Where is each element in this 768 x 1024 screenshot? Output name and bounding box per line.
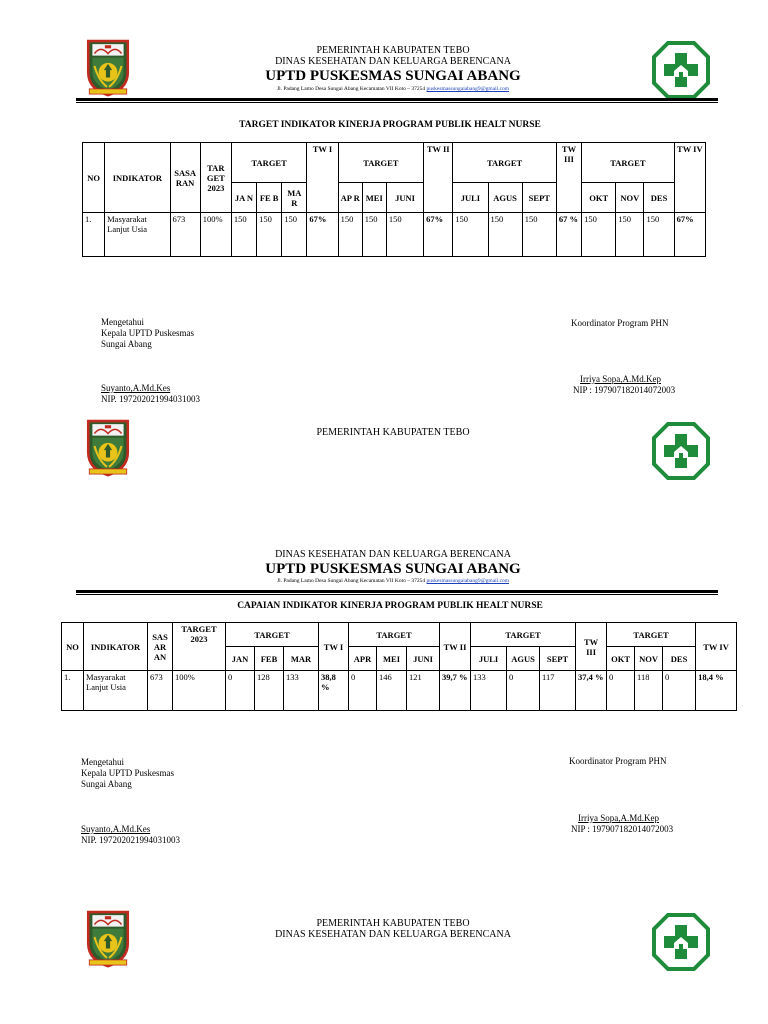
cell-month: 0 xyxy=(349,671,377,711)
table-row xyxy=(83,213,706,257)
col-target-q3: TARGET xyxy=(453,143,557,183)
sig-left-position: Kepala UPTD Puskesmas xyxy=(81,768,174,778)
cell-month: 121 xyxy=(407,671,440,711)
col-tw4: TW IV xyxy=(696,623,737,671)
cell-month: 150 xyxy=(231,213,256,257)
month-header: AGUS xyxy=(507,647,540,671)
month-header: OKT xyxy=(582,183,616,213)
sig-right-title: Koordinator Program PHN xyxy=(571,318,669,328)
col-target-2023: TAR GET 2023 xyxy=(200,143,231,213)
col-tw2: TW II xyxy=(440,623,471,671)
capaian-header-row-1 xyxy=(62,623,737,647)
capaian-table xyxy=(61,622,737,711)
col-target-q3: TARGET xyxy=(471,623,576,647)
email-link[interactable]: puskesmassungaiabang9@gmail.com xyxy=(426,86,510,92)
col-target-q4: TARGET xyxy=(582,143,675,183)
address-text: Jl. Padang Lamo Desa Sungai Abang Kecamatan VII Koto – 37254 xyxy=(276,86,426,92)
puskesmas-logo-icon xyxy=(651,421,711,481)
sig-left-name: Suyanto,A.Md.Kes xyxy=(101,383,171,393)
address-text: Jl. Padang Lamo Desa Sungai Abang Kecamatan VII Koto – 37254 xyxy=(276,578,426,584)
cell-tw1: 38,8 % xyxy=(319,671,349,711)
cell-target-2023: 100% xyxy=(173,671,226,711)
col-target-q1: TARGET xyxy=(231,143,306,183)
capaian-section-title: CAPAIAN INDIKATOR KINERJA PROGRAM PUBLIK HEALT NURSE xyxy=(237,601,543,611)
col-tw3: TW III xyxy=(556,143,581,213)
col-target-2023: TARGET 2023 xyxy=(173,623,226,671)
sig-right-nip: NIP : 197907182014072003 xyxy=(573,385,676,395)
cell-month: 150 xyxy=(488,213,522,257)
cell-month: 0 xyxy=(607,671,635,711)
header-rule-thick xyxy=(76,98,718,101)
cell-month: 150 xyxy=(282,213,307,257)
header-regency-line: PEMERINTAH KABUPATEN TEBO xyxy=(316,918,470,929)
month-header: OKT xyxy=(607,647,635,671)
sig-left-name: Suyanto,A.Md.Kes xyxy=(81,824,151,834)
col-indikator: INDIKATOR xyxy=(105,143,170,213)
cell-no: 1. xyxy=(62,671,84,711)
cell-tw2: 39,7 % xyxy=(440,671,471,711)
month-header: SEPT xyxy=(540,647,576,671)
col-tw4: TW IV xyxy=(674,143,705,213)
month-header: AGUS xyxy=(488,183,522,213)
col-sasaran: SASA RAN xyxy=(170,143,200,213)
cell-month: 0 xyxy=(663,671,696,711)
cell-target-2023: 100% xyxy=(200,213,231,257)
header-regency-line: PEMERINTAH KABUPATEN TEBO xyxy=(316,45,470,56)
sig-right-name: Irriya Sopa,A.Md.Kep xyxy=(580,374,661,384)
month-header: JAN xyxy=(226,647,255,671)
cell-month: 150 xyxy=(582,213,616,257)
month-header: MAR xyxy=(284,647,319,671)
tebo-regency-crest-icon xyxy=(82,414,134,478)
cell-month: 133 xyxy=(471,671,507,711)
month-header: JA N xyxy=(231,183,256,213)
cell-indikator: Masyarakat Lanjut Usia xyxy=(84,671,148,711)
cell-month: 0 xyxy=(507,671,540,711)
cell-month: 150 xyxy=(644,213,674,257)
col-target-q1: TARGET xyxy=(226,623,319,647)
table-row xyxy=(62,671,737,711)
sig-left-nip: NIP. 197202021994031003 xyxy=(101,394,201,404)
cell-month: 118 xyxy=(635,671,663,711)
month-header: JUNI xyxy=(386,183,423,213)
cell-tw2: 67% xyxy=(424,213,453,257)
cell-no: 1. xyxy=(83,213,105,257)
cell-month: 150 xyxy=(522,213,556,257)
cell-tw3: 37,4 % xyxy=(576,671,607,711)
header-department-line: DINAS KESEHATAN DAN KELUARGA BERENCANA xyxy=(275,549,511,560)
month-header: MEI xyxy=(377,647,407,671)
cell-month: 150 xyxy=(338,213,362,257)
sig-left-acknowledged: Mengetahui xyxy=(81,757,124,767)
month-header: NOV xyxy=(635,647,663,671)
sig-left-acknowledged: Mengetahui xyxy=(101,317,144,327)
tebo-regency-crest-icon xyxy=(82,34,134,98)
cell-indikator: Masyarakat Lanjut Usia xyxy=(105,213,170,257)
target-section-title: TARGET INDIKATOR KINERJA PROGRAM PUBLIK HEALT NURSE xyxy=(239,120,541,130)
header-rule-thin xyxy=(76,594,718,595)
cell-month: 128 xyxy=(255,671,284,711)
month-header: NOV xyxy=(616,183,644,213)
month-header: AP R xyxy=(338,183,362,213)
header-regency-line: PEMERINTAH KABUPATEN TEBO xyxy=(316,427,470,438)
sig-left-location: Sungai Abang xyxy=(101,339,152,349)
cell-month: 0 xyxy=(226,671,255,711)
col-target-q2: TARGET xyxy=(338,143,424,183)
email-link[interactable]: puskesmassungaiabang9@gmail.com xyxy=(426,578,510,584)
header-rule-thin xyxy=(76,102,718,103)
sig-left-location: Sungai Abang xyxy=(81,779,132,789)
cell-month: 150 xyxy=(362,213,386,257)
month-header: MA R xyxy=(282,183,307,213)
tebo-regency-crest-icon xyxy=(82,905,134,969)
header-address xyxy=(180,86,606,93)
cell-month: 150 xyxy=(257,213,282,257)
month-header: DES xyxy=(663,647,696,671)
col-tw1: TW I xyxy=(319,623,349,671)
month-header: SEPT xyxy=(522,183,556,213)
cell-sasaran: 673 xyxy=(170,213,200,257)
cell-month: 150 xyxy=(616,213,644,257)
sig-left-position: Kepala UPTD Puskesmas xyxy=(101,328,194,338)
puskesmas-logo-icon xyxy=(651,40,711,100)
cell-month: 150 xyxy=(453,213,488,257)
sig-left-nip: NIP. 197202021994031003 xyxy=(81,835,181,845)
col-tw2: TW II xyxy=(424,143,453,213)
cell-month: 117 xyxy=(540,671,576,711)
sig-right-nip: NIP : 197907182014072003 xyxy=(571,824,674,834)
month-header: JUNI xyxy=(407,647,440,671)
cell-month: 146 xyxy=(377,671,407,711)
header-puskesmas-name: UPTD PUSKESMAS SUNGAI ABANG xyxy=(265,561,521,577)
header-rule-thick xyxy=(76,590,718,593)
col-indikator: INDIKATOR xyxy=(84,623,148,671)
cell-tw3: 67 % xyxy=(556,213,581,257)
cell-month: 133 xyxy=(284,671,319,711)
month-header: JULI xyxy=(453,183,488,213)
col-sasaran: SAS AR AN xyxy=(148,623,173,671)
target-header-row-1 xyxy=(83,143,706,183)
cell-month: 150 xyxy=(386,213,423,257)
col-target-q2: TARGET xyxy=(349,623,440,647)
target-table xyxy=(82,142,706,257)
month-header: APR xyxy=(349,647,377,671)
month-header: FEB xyxy=(255,647,284,671)
cell-sasaran: 673 xyxy=(148,671,173,711)
col-no: NO xyxy=(83,143,105,213)
month-header: JULI xyxy=(471,647,507,671)
col-tw3: TW III xyxy=(576,623,607,671)
puskesmas-logo-icon xyxy=(651,912,711,972)
month-header: FE B xyxy=(257,183,282,213)
cell-tw4: 67% xyxy=(674,213,705,257)
header-address xyxy=(180,578,606,585)
month-header: DES xyxy=(644,183,674,213)
col-no: NO xyxy=(62,623,84,671)
month-header: MEI xyxy=(362,183,386,213)
cell-tw1: 67% xyxy=(307,213,338,257)
cell-tw4: 18,4 % xyxy=(696,671,737,711)
sig-right-name: Irriya Sopa,A.Md.Kep xyxy=(578,813,659,823)
col-tw1: TW I xyxy=(307,143,338,213)
col-target-q4: TARGET xyxy=(607,623,696,647)
sig-right-title: Koordinator Program PHN xyxy=(569,756,667,766)
header-puskesmas-name: UPTD PUSKESMAS SUNGAI ABANG xyxy=(265,68,521,84)
header-department-line: DINAS KESEHATAN DAN KELUARGA BERENCANA xyxy=(275,56,511,67)
header-department-line: DINAS KESEHATAN DAN KELUARGA BERENCANA xyxy=(275,929,511,940)
